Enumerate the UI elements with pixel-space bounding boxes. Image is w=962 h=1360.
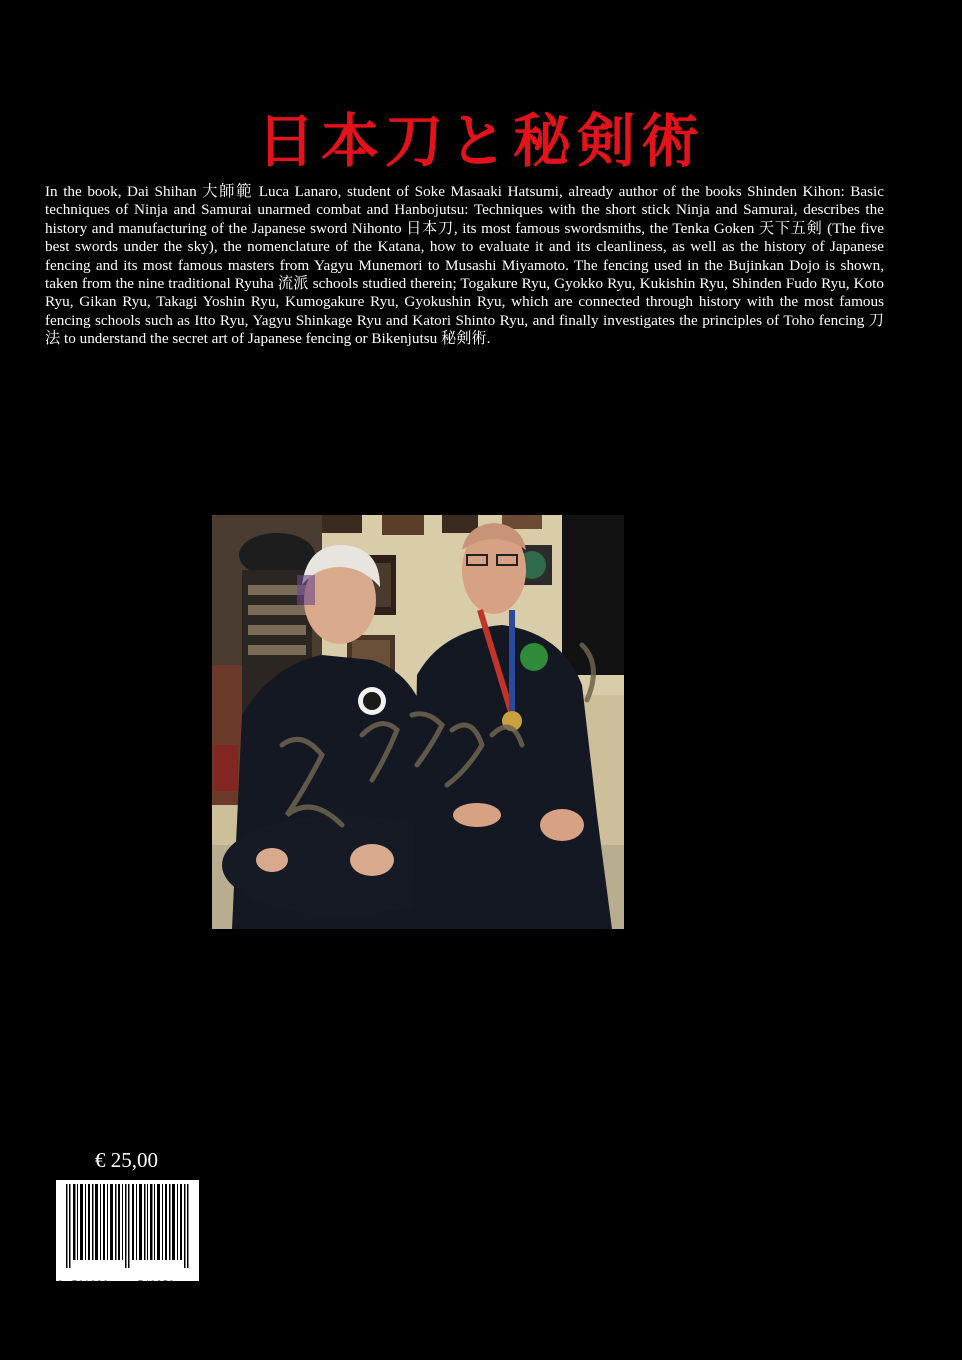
isbn-barcode xyxy=(56,1180,199,1289)
price-label: € 25,00 xyxy=(95,1148,158,1172)
cover-title: 日本刀と秘剣術 xyxy=(256,107,705,175)
barcode-lead-digit: 9 xyxy=(58,1279,64,1289)
author-photo xyxy=(212,515,624,929)
barcode-right-digits: 740850 xyxy=(138,1279,176,1289)
barcode-left-digits: 791222 xyxy=(72,1279,110,1289)
barcode-bars-icon xyxy=(56,1180,199,1268)
book-description: In the book, Dai Shihan 大師範 Luca Lanaro, student of Soke Masaaki Hatsumi, already author of the books Shinden Kihon: Basic techniques of Ninja and Samurai unarmed combat and Hanbojutsu: Techniques with the short stick Ninja and Samurai, describes the history and manufacturing of the Japanese sword Nihonto 日本刀, its most famous swordsmiths, the Tenka Goken 天下五剣 (The five best swords under the sky), the nomenclature of the Katana, how to evaluate it and its cleanliness, as well as the history of Japanese fencing and its most famous masters from Yagyu Munemori to Musashi Miyamoto. The fencing used in the Bujinkan Dojo is shown, taken from the nine traditional Ryuha 流派 schools studied therein; Togakure Ryu, Gyokko Ryu, Kukishin Ryu, Shinden Fudo Ryu, Koto Ryu, Gikan Ryu, Takagi Yoshin Ryu, Kumogakure Ryu, Gyokushin Ryu, which are connected through history with the most famous fencing schools such as Itto Ryu, Yagyu Shinkage Ryu and Katori Shinto Ryu, and finally investigates the principles of Toho fencing 刀法 to understand the secret art of Japanese fencing or Bikenjutsu 秘剣術. xyxy=(45,183,884,348)
